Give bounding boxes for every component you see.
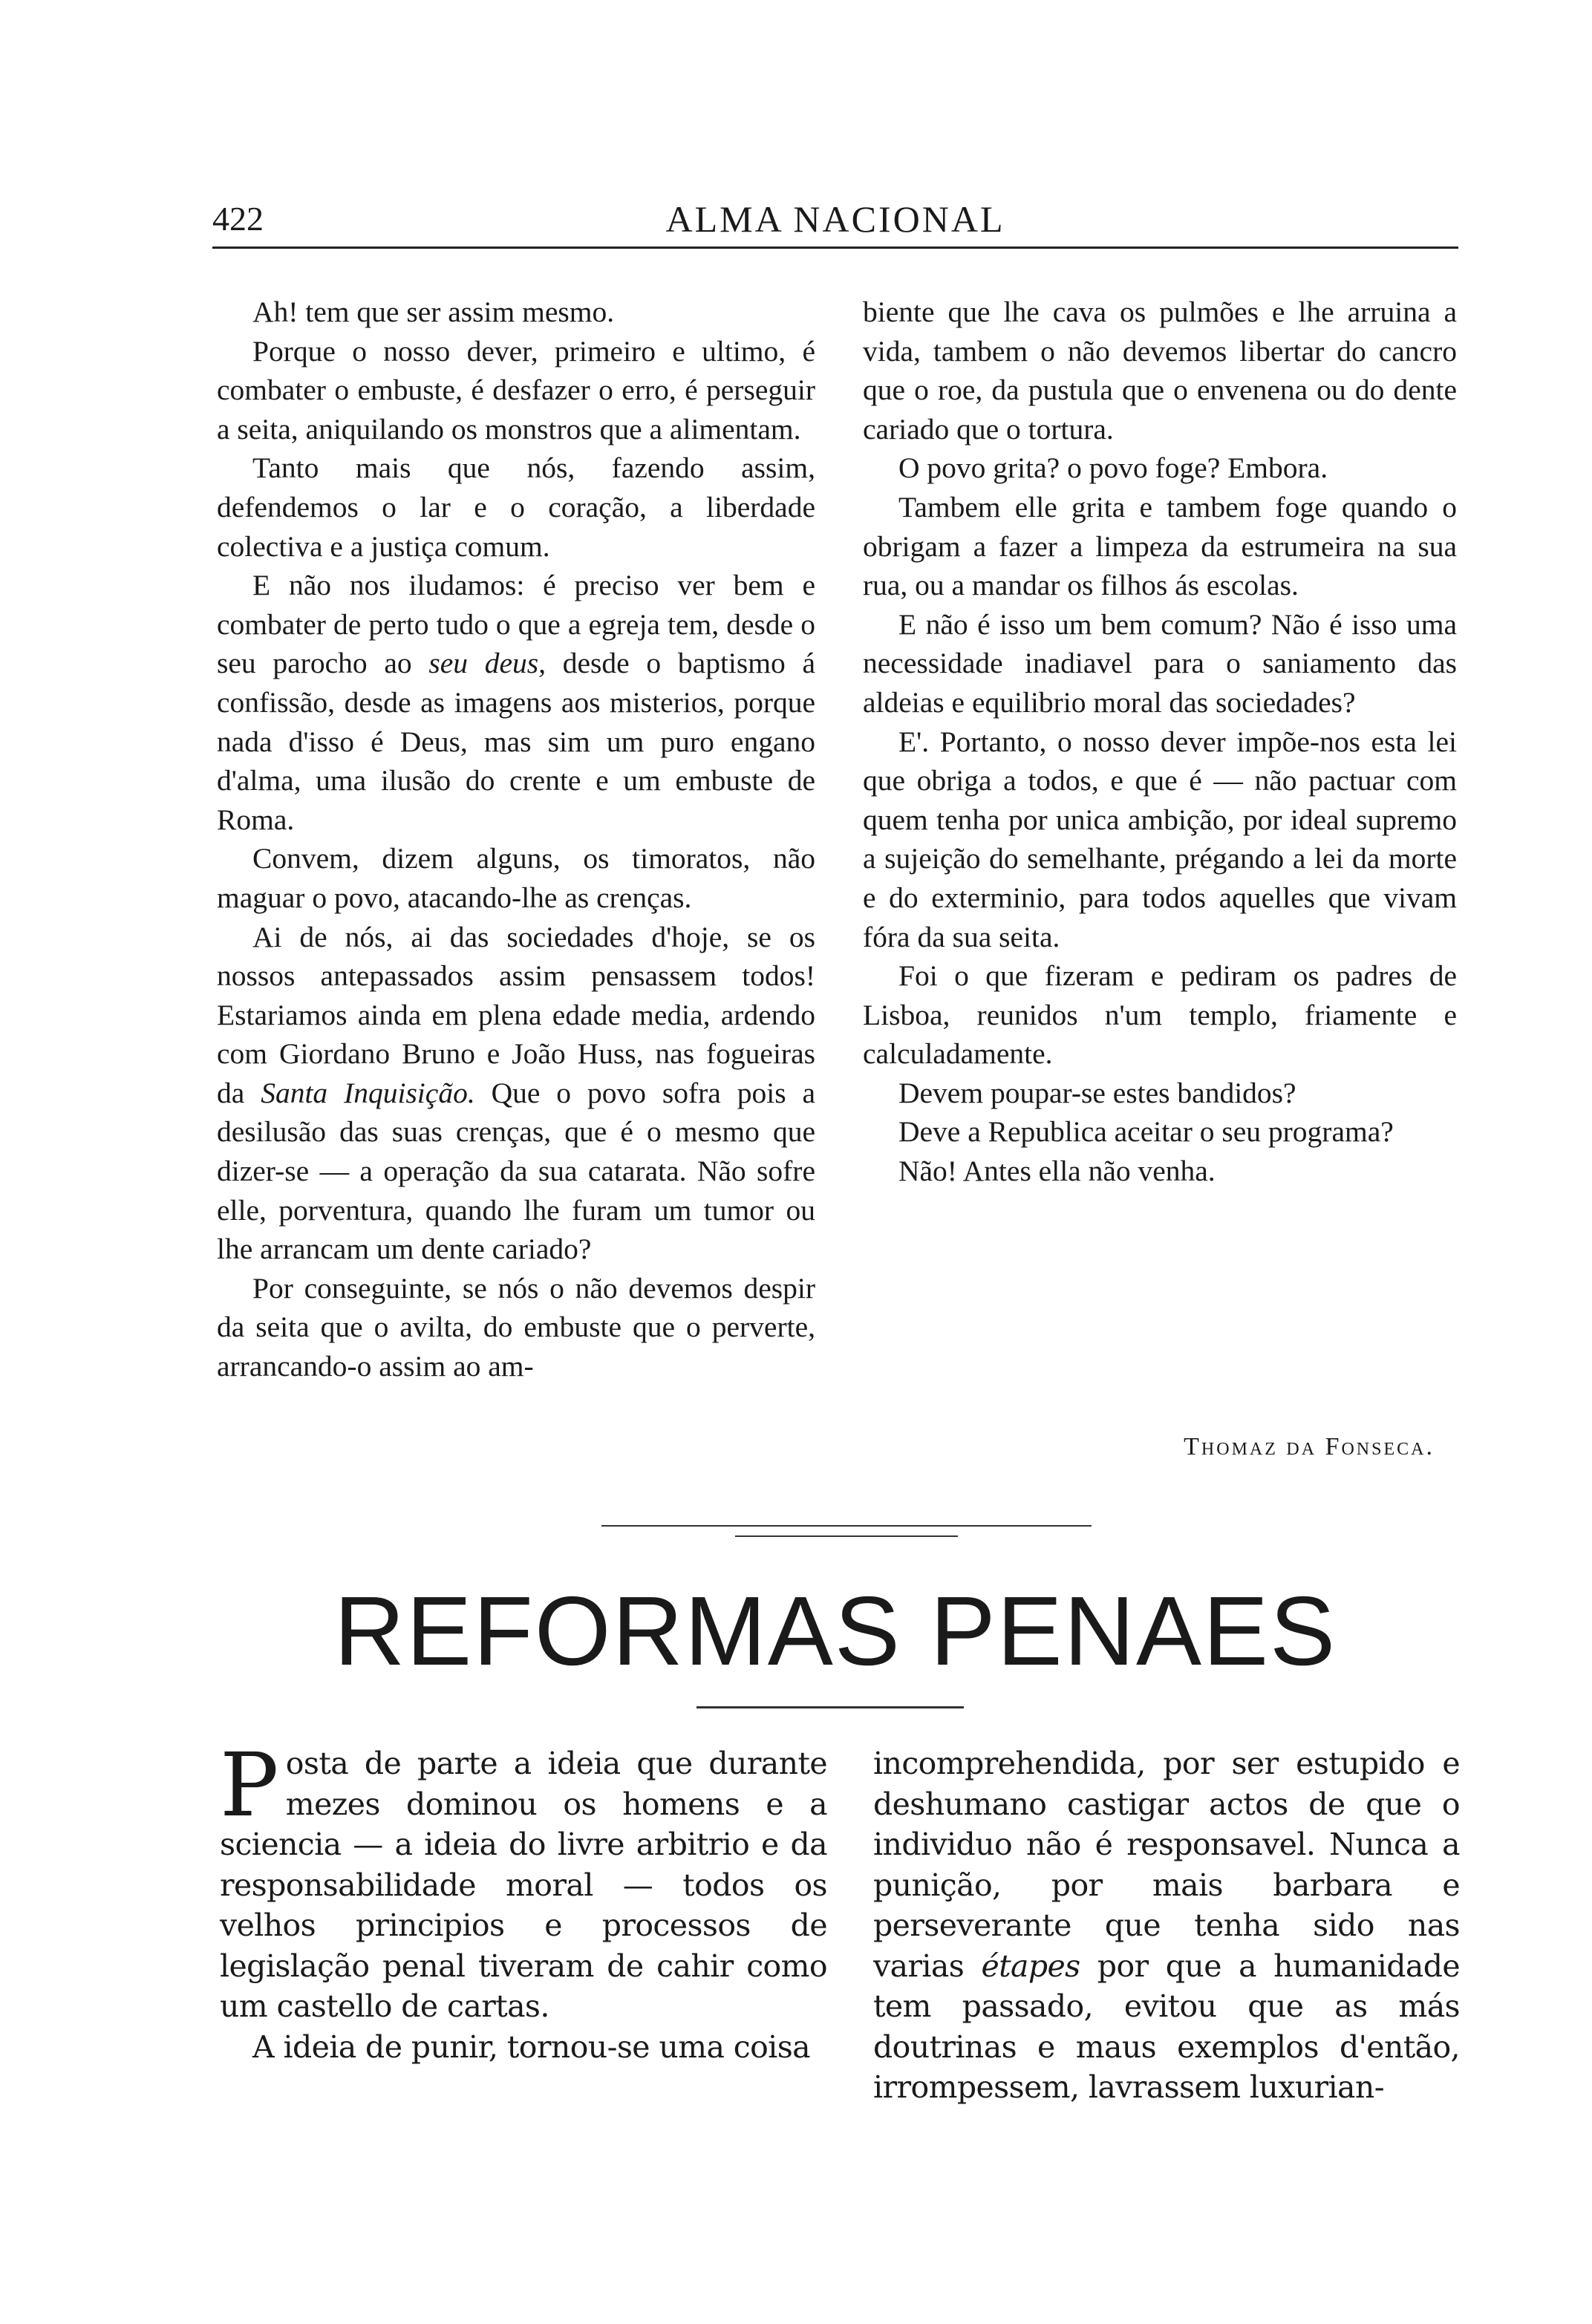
- author-signature: Thomaz da Fonseca.: [1184, 1433, 1435, 1460]
- paragraph: Deve a Republica aceitar o seu programa?: [898, 1115, 1394, 1149]
- paragraph: Tanto mais que nós, fazendo assim, defendemos o lar e o coração, a liberdade colectiva e a justiça comum.: [217, 451, 815, 563]
- previous-article-column-1: [217, 293, 815, 1386]
- paragraph: E'. Portanto, o nosso dever impõe-nos esta lei que obriga a todos, e que é — não pactuar com quem tenha por unica ambição, por ideal supremo a sujeição do semelhante, prégando a lei da morte e do exterminio, para todos aquelles que vivam fóra da sua seita.: [863, 725, 1457, 953]
- previous-article-column-2: [863, 293, 1457, 1191]
- article-column-1: [220, 1734, 827, 2067]
- running-title: ALMA NACIONAL: [665, 198, 1005, 240]
- article-title: REFORMAS PENAES: [333, 1576, 1337, 1685]
- paragraph: [873, 1743, 1460, 2108]
- paragraph: [220, 1734, 827, 2027]
- paragraph: Por conseguinte, se nós o não devemos despir da seita que o avilta, do embuste que o perverte, arrancando-o assim ao am-: [217, 1271, 815, 1383]
- paragraph: O povo grita? o povo foge? Embora.: [898, 451, 1328, 485]
- drop-cap: P: [220, 1734, 278, 1836]
- paragraph: Porque o nosso dever, primeiro e ultimo, é combater o embuste, é desfazer o erro, é perseguir a seita, aniquilando os monstros que a alimentam.: [217, 334, 815, 445]
- text-run: incomprehendida, por ser estupido e deshumano castigar actos de que o individuo não é responsavel. Nunca a punição, por mais barbara e perseverante que tenha sido nas varias: [873, 1746, 1460, 1984]
- text-run: E não nos iludamos: é preciso ver bem e combater de perto tudo o que a egreja tem, desde o seu parocho ao: [217, 569, 815, 680]
- separator-rule: [601, 1525, 1092, 1527]
- text-run: osta de parte a ideia que durante mezes dominou os homens e a sciencia — a ideia do livre arbitrio e da responsabilidade moral — todos os velhos principios e processos de legislação penal tiveram de cahir como um castello de cartas.: [220, 1746, 827, 2024]
- paragraph: Tambem elle grita e tambem foge quando o obrigam a fazer a limpeza da estrumeira na sua rua, ou a mandar os filhos ás escolas.: [863, 490, 1457, 602]
- paragraph: Foi o que fizeram e pediram os padres de Lisboa, reunidos n'um templo, friamente e calculadamente.: [863, 959, 1457, 1071]
- page-header: [212, 195, 1458, 249]
- italic-run: étapes: [981, 1948, 1080, 1984]
- text-run: desde o baptismo á confissão, desde as imagens aos misterios, porque nada d'isso é Deus, mas sim um puro engano d'alma, uma ilusão do crente e um embuste de Roma.: [217, 647, 816, 836]
- italic-run: seu deus,: [428, 647, 547, 680]
- title-underline: [696, 1706, 964, 1708]
- italic-run: Santa Inquisição.: [261, 1076, 475, 1109]
- text-run: Que o povo sofra pois a desilusão das suas crenças, que é o mesmo que dizer-se — a operação da sua catarata. Não sofre elle, porventura, quando lhe furam um tumor ou lhe arrancam um dente cariado?: [217, 1076, 815, 1266]
- page-number: 422: [212, 200, 264, 238]
- paragraph: [217, 566, 815, 839]
- separator-rule: [735, 1535, 958, 1537]
- text-run: Ai de nós, ai das sociedades d'hoje, se os nossos antepassados assim pensassem todos! Estariamos ainda em plena edade media, ardendo com Giordano Bruno e João Huss, nas fogueiras da: [217, 920, 815, 1109]
- paragraph: E não é isso um bem comum? Não é isso uma necessidade inadiavel para o saniamento das aldeias e equilibrio moral das sociedades?: [863, 607, 1457, 719]
- paragraph: A ideia de punir, tornou-se uma coisa: [252, 2028, 810, 2065]
- paragraph: Ah! tem que ser assim mesmo.: [252, 296, 615, 328]
- article-column-2: [873, 1743, 1460, 2108]
- paragraph: Devem poupar-se estes bandidos?: [898, 1076, 1296, 1109]
- paragraph-continuation: biente que lhe cava os pulmões e lhe arruina a vida, tambem o não devemos libertar do cancro que o roe, da pustula que o envenena ou do dente cariado que o tortura.: [863, 296, 1457, 445]
- paragraph: Não! Antes ella não venha.: [898, 1155, 1216, 1188]
- paragraph: [217, 918, 815, 1269]
- text-run: por que a humanidade tem passado, evitou que as más doutrinas e maus exemplos d'então, irrompessem, lavrassem luxurian-: [873, 1948, 1460, 2105]
- paragraph: Convem, dizem alguns, os timoratos, não maguar o povo, atacando-lhe as crenças.: [217, 842, 815, 914]
